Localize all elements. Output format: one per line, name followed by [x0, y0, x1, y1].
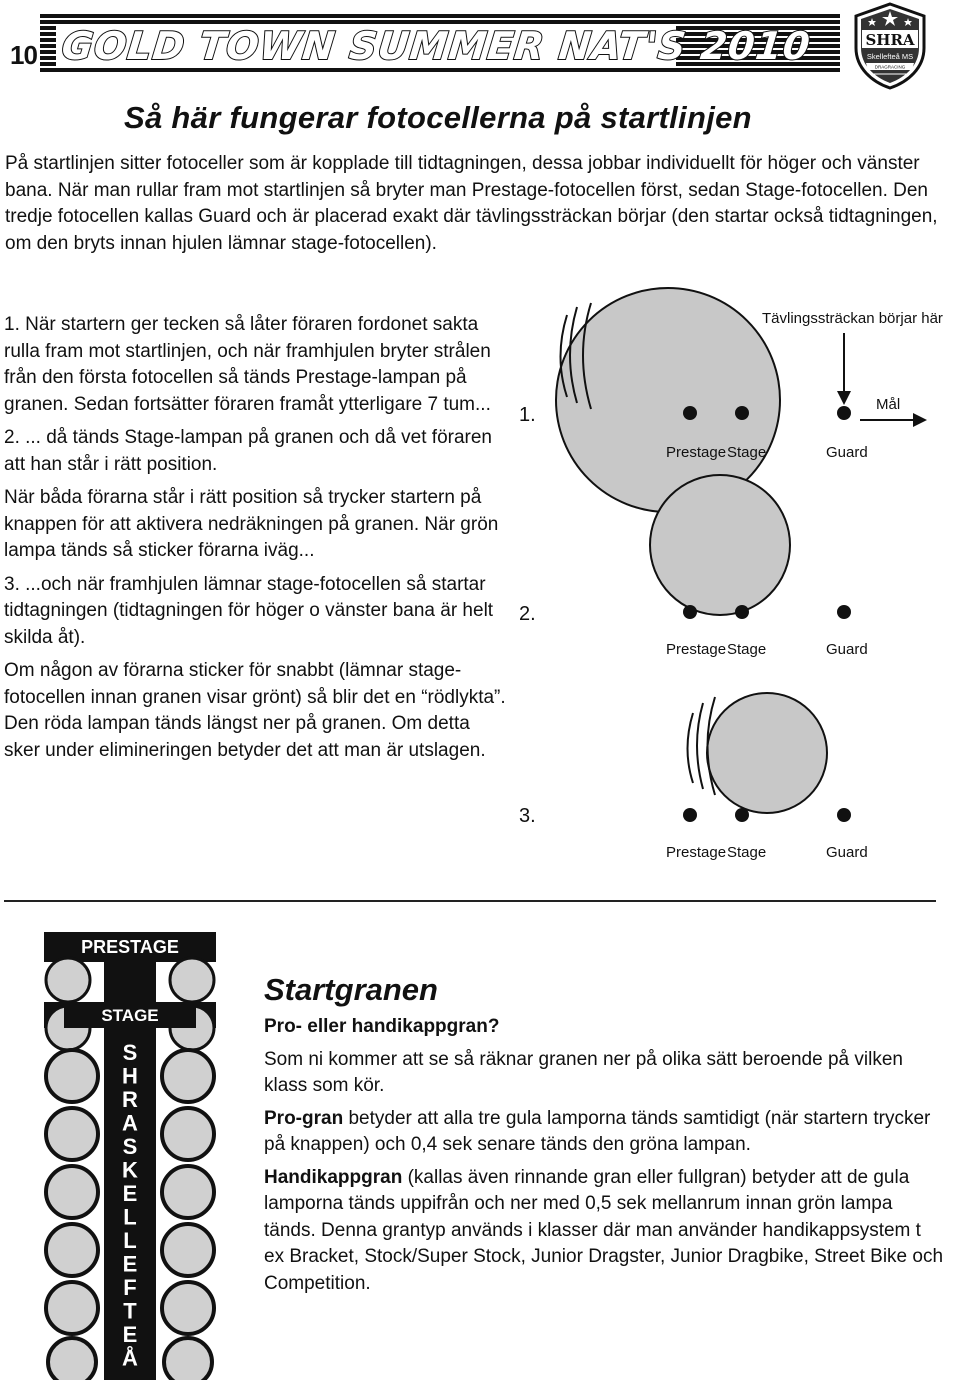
stage-photocell	[735, 605, 749, 619]
startgranen-title: Startgranen	[264, 972, 438, 1007]
stage-photocell	[735, 406, 749, 420]
motion-line	[688, 713, 694, 783]
header-title: GOLD TOWN SUMMER NAT'S 2010	[59, 24, 813, 68]
tree-letter: L	[123, 1204, 137, 1230]
stage-label: Stage	[727, 844, 767, 861]
tree-stage-label: STAGE	[101, 1006, 159, 1025]
tree-letter: Å	[122, 1345, 138, 1371]
page-number: 10	[10, 40, 37, 70]
guard-label: Guard	[826, 641, 868, 658]
step-1-paragraph: 1. När startern ger tecken så låter föraren fordonet sakta rulla fram mot startlinjen, och när framhjulen bryter strålen från den första fotocellen så tänds Prestage-lampan på granen. Sedan fortsätter föraren framåt ytterligare 7 tum...	[4, 314, 491, 415]
step-2-paragraph: 2. ... då tänds Stage-lampan på granen och då vet föraren att han står i rätt position.	[4, 427, 492, 475]
logo-shra-text: SHRA	[865, 31, 915, 49]
stage-number: 3.	[519, 805, 536, 827]
shra-shield-logo-icon	[852, 2, 928, 90]
handikapp-paragraph	[264, 1165, 944, 1298]
logo-dragracing-text: DRAGRACING	[874, 64, 906, 70]
stage-number: 2.	[519, 603, 536, 625]
tree-letter: E	[122, 1251, 138, 1277]
wheel-stage-1	[556, 288, 780, 512]
tree-letter: E	[122, 1181, 138, 1206]
wheel-stage-2	[650, 475, 790, 615]
guard-photocell	[837, 808, 851, 822]
startgranen-subtitle: Pro- eller handikappgran?	[264, 1016, 500, 1037]
stage-number: 1.	[519, 404, 536, 426]
step-3-paragraph: 3. ...och när framhjulen lämnar stage-fotocellen så startar tidtagningen (tidtagningen för höger o vänster bana är helt skilda åt).	[4, 573, 494, 648]
photocell-diagram	[505, 285, 960, 875]
tree-letter: S	[122, 1040, 138, 1065]
logo-club-text: Skellefteå MS	[866, 52, 914, 61]
christmas-tree-graphic	[40, 932, 220, 1380]
section-title: Så här fungerar fotocellerna på startlinjen	[124, 100, 752, 135]
stage-label: Stage	[727, 641, 767, 658]
guard-label: Guard	[826, 844, 868, 861]
prestage-label: Prestage	[666, 444, 727, 461]
guard-photocell	[837, 605, 851, 619]
prestage-photocell	[683, 406, 697, 420]
guard-label: Guard	[826, 444, 868, 461]
tree-letter: H	[122, 1063, 138, 1089]
tree-letter: K	[122, 1157, 138, 1183]
tree-letter: F	[123, 1275, 137, 1300]
stage-photocell	[735, 808, 749, 822]
finish-label: Mål	[876, 396, 901, 413]
tree-letter: T	[123, 1298, 137, 1324]
tree-letter: A	[122, 1110, 138, 1136]
startgranen-body	[264, 1014, 944, 1303]
steps-text	[4, 312, 509, 771]
tree-letter: S	[122, 1134, 138, 1159]
prestage-photocell	[683, 808, 697, 822]
tree-letter: E	[122, 1322, 138, 1347]
track-start-label: Tävlingssträckan börjar här	[762, 310, 943, 327]
tree-letter: R	[122, 1087, 138, 1112]
prestage-label: Prestage	[666, 641, 727, 658]
motion-line	[697, 703, 703, 789]
arrow-right-icon	[913, 413, 927, 427]
section-divider	[4, 900, 936, 902]
startgranen-intro: Som ni kommer att se så räknar granen ner på olika sätt beroende på vilken klass som kör.	[264, 1048, 903, 1096]
handikapp-text: (kallas även rinnande gran eller fullgran) betyder att de gula lamporna tänds uppifrån och ner med 0,5 sek mellanrum innan grön lampa tänds. Denna grantyp används i klasser där man använder handikappsystem t ex Bracket, Stock/Super Stock, Junior Dragster, Junior Dragbike, Street Bike och Competition.	[264, 1166, 944, 1294]
tree-letter: L	[123, 1228, 137, 1253]
intro-paragraph: På startlinjen sitter fotoceller som är kopplade till tidtagningen, dessa jobbar individuellt för höger och vänster bana. När man rullar fram mot startlinjen så bryter man Prestage-fotocellen först, sedan Stage-fotocellen. Den tredje fotocellen kallas Guard och är placerad exakt där tävlingssträckan börjar (den startar också tidtagningen, om den bryts innan hjulen lämnar stage-fotocellen).	[5, 153, 938, 254]
countdown-paragraph: När båda förarna står i rätt position så trycker startern på knappen för att aktivera nedräkningen på granen. När grön lampa tänds så sticker förarna iväg...	[4, 487, 499, 561]
stage-label: Stage	[727, 444, 767, 461]
red-light-paragraph: Om någon av förarna sticker för snabbt (lämnar stage-fotocellen innan granen visar grönt) så blir det en “rödlykta”. Den röda lampan tänds längst ner på granen. Om detta sker under elimineringen betyder det att man är utslagen.	[4, 660, 506, 761]
tree-prestage-label: PRESTAGE	[81, 937, 179, 957]
pro-gran-paragraph	[264, 1106, 944, 1159]
prestage-photocell	[683, 605, 697, 619]
arrow-down-icon	[837, 391, 851, 405]
wheel-stage-3	[707, 693, 827, 813]
pro-gran-text: betyder att alla tre gula lamporna tänds samtidigt (när startern trycker på knappen) och 0,4 sek senare tänds den gröna lampan.	[264, 1107, 931, 1155]
prestage-label: Prestage	[666, 844, 727, 861]
pro-gran-term: Pro-gran	[264, 1107, 344, 1129]
handikapp-term: Handikappgran	[264, 1166, 403, 1188]
guard-photocell	[837, 406, 851, 420]
